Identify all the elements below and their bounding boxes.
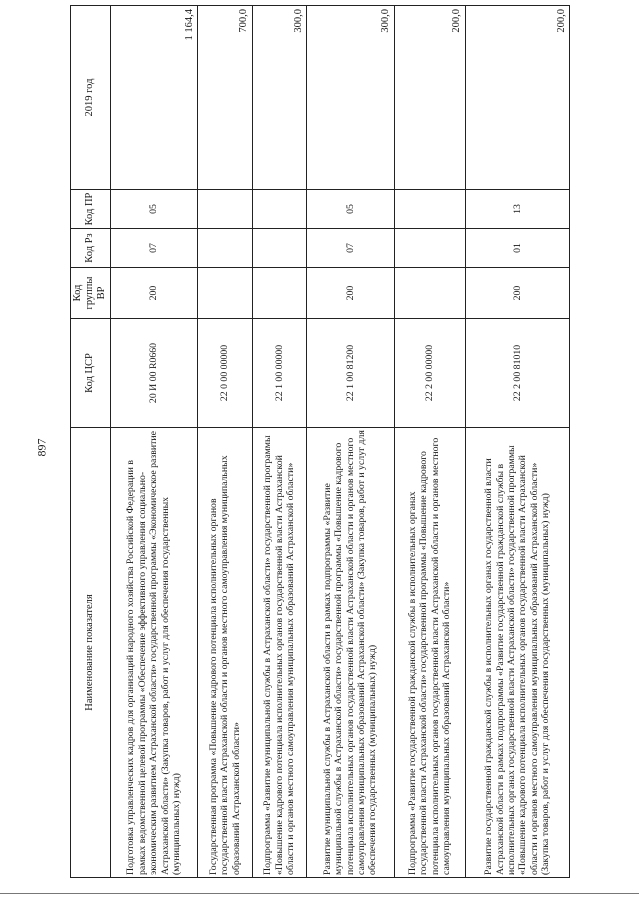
header-row bbox=[71, 6, 111, 878]
row-csr: 22 2 00 00000 bbox=[394, 319, 465, 428]
row-rz bbox=[394, 229, 465, 268]
header-csr: Код ЦСР bbox=[71, 319, 111, 428]
row-rz: 07 bbox=[110, 229, 198, 268]
row-pr bbox=[252, 190, 306, 229]
row-amount: 300,0 bbox=[252, 6, 306, 190]
header-rz: Код Рз bbox=[71, 229, 111, 268]
row-pr bbox=[198, 190, 252, 229]
row-vr: 200 bbox=[110, 268, 198, 319]
row-amount: 300,0 bbox=[306, 6, 394, 190]
row-name: Развитие муниципальной службы в Астраханской области в рамках подпрограммы «Развитие муниципальной службы в Астраханской области» государственной программы «Повышение кадрового потенциала исполнительных органов государственной власти Астраханской области и органов местного самоуправления муниципальных образований Астраханской области» (Закупка товаров, работ и услуг для обеспечения государственных (муниципальных) нужд) bbox=[306, 428, 394, 878]
row-amount: 1 164,4 bbox=[110, 6, 198, 190]
row-amount: 200,0 bbox=[465, 6, 569, 190]
row-name: Подпрограмма «Развитие государственной гражданской службы в исполнительных органах государственной власти Астраханской области» государственной программы «Повышение кадрового потенциала исполнительных органов государственной власти Астраханской области и органов местного самоуправления муниципальных образований Астраханской области» bbox=[394, 428, 465, 878]
header-pr: Код ПР bbox=[71, 190, 111, 229]
table-header bbox=[71, 6, 111, 878]
row-csr: 20 И 00 R0660 bbox=[110, 319, 198, 428]
table-row bbox=[394, 6, 465, 878]
row-name: Подпрограмма «Развитие муниципальной службы в Астраханской области» государственной программы «Повышение кадрового потенциала исполнительных органов государственной власти Астраханской области и органов местного самоуправления муниципальных образований Астраханской области» bbox=[252, 428, 306, 878]
row-rz bbox=[252, 229, 306, 268]
row-pr bbox=[394, 190, 465, 229]
row-name: Государственная программа «Повышение кадрового потенциала исполнительных органов государственной власти Астраханской области и органов местного самоуправления муниципальных образований Астраханской области» bbox=[198, 428, 252, 878]
row-vr bbox=[394, 268, 465, 319]
row-vr: 200 bbox=[306, 268, 394, 319]
header-name: Наименование показателя bbox=[71, 428, 111, 878]
row-name: Развитие государственной гражданской службы в исполнительных органах государственной власти Астраханской области в рамках подпрограммы «Развитие государственной гражданской службы в исполнительных органах государственной власти Астраханской области» государственной программы «Повышение кадрового потенциала исполнительных органов государственной власти Астраханской области и органов местного самоуправления муниципальных образований Астраханской области» (Закупка товаров, работ и услуг для обеспечения государственных (муниципальных) нужд) bbox=[465, 428, 569, 878]
row-pr: 05 bbox=[110, 190, 198, 229]
table-row bbox=[110, 6, 198, 878]
bottom-rule bbox=[0, 893, 639, 894]
row-csr: 22 2 00 81010 bbox=[465, 319, 569, 428]
row-vr bbox=[198, 268, 252, 319]
table-row bbox=[252, 6, 306, 878]
row-vr: 200 bbox=[465, 268, 569, 319]
row-rz: 01 bbox=[465, 229, 569, 268]
row-amount: 700,0 bbox=[198, 6, 252, 190]
row-rz bbox=[198, 229, 252, 268]
row-pr: 05 bbox=[306, 190, 394, 229]
table-row bbox=[306, 6, 394, 878]
table-row bbox=[198, 6, 252, 878]
row-name: Подготовка управленческих кадров для организаций народного хозяйства Российской Федерации в рамках ведомственной целевой программы «Обеспечение эффективного управления социально-экономическим развитием Астраханской области» государственной программы «Экономическое развитие Астраханской области» (Закупка товаров, работ и услуг для обеспечения государственных (муниципальных) нужд) bbox=[110, 428, 198, 878]
header-year: 2019 год bbox=[71, 6, 111, 190]
row-vr bbox=[252, 268, 306, 319]
budget-table bbox=[70, 5, 570, 878]
row-csr: 22 1 00 81200 bbox=[306, 319, 394, 428]
table-row bbox=[465, 6, 569, 878]
page-number: 897 bbox=[34, 438, 49, 457]
row-rz: 07 bbox=[306, 229, 394, 268]
row-csr: 22 1 00 00000 bbox=[252, 319, 306, 428]
row-pr: 13 bbox=[465, 190, 569, 229]
row-csr: 22 0 00 00000 bbox=[198, 319, 252, 428]
header-vr: Код группы ВР bbox=[71, 268, 111, 319]
table-body bbox=[110, 6, 569, 878]
row-amount: 200,0 bbox=[394, 6, 465, 190]
rotated-page-content bbox=[70, 9, 570, 878]
